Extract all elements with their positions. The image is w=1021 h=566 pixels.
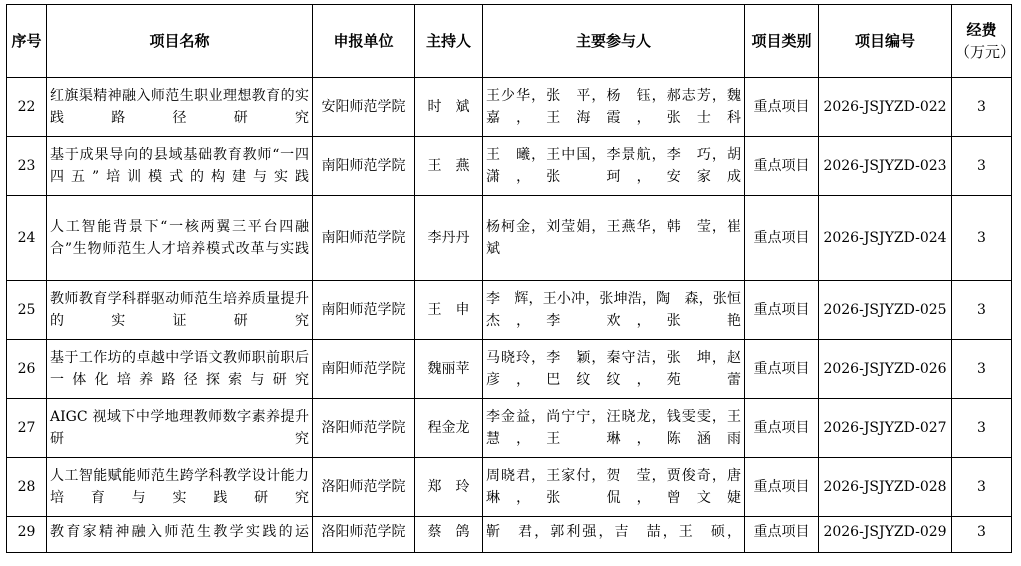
cell-unit: 南阳师范学院	[313, 137, 415, 196]
header-category: 项目类别	[745, 5, 819, 78]
cell-host: 魏丽苹	[415, 340, 483, 399]
cell-category: 重点项目	[745, 137, 819, 196]
cell-participants: 靳 君，郭利强，吉 喆，王 硕，	[483, 517, 745, 553]
table-row	[7, 281, 1012, 340]
cell-unit: 洛阳师范学院	[313, 517, 415, 553]
table-row	[7, 196, 1012, 281]
cell-unit: 洛阳师范学院	[313, 458, 415, 517]
cell-host: 蔡 鸽	[415, 517, 483, 553]
cell-participants: 李 辉，王小冲，张坤浩，陶 森，张恒杰，李 欢，张 艳	[483, 281, 745, 340]
cell-category: 重点项目	[745, 196, 819, 281]
header-code: 项目编号	[819, 5, 952, 78]
cell-unit: 安阳师范学院	[313, 78, 415, 137]
cell-host: 李丹丹	[415, 196, 483, 281]
cell-project-name: 教育家精神融入师范生教学实践的运	[47, 517, 313, 553]
cell-funding: 3	[952, 78, 1012, 137]
header-funding-line2: （万元）	[955, 43, 1016, 61]
cell-category: 重点项目	[745, 458, 819, 517]
cell-host: 郑 玲	[415, 458, 483, 517]
cell-index: 24	[7, 196, 47, 281]
table-row	[7, 458, 1012, 517]
cell-index: 22	[7, 78, 47, 137]
table-row	[7, 340, 1012, 399]
cell-funding: 3	[952, 137, 1012, 196]
cell-participants: 杨柯金，刘莹娟，王燕华，韩 莹，崔 斌	[483, 196, 745, 281]
header-participants: 主要参与人	[483, 5, 745, 78]
cell-category: 重点项目	[745, 340, 819, 399]
header-name: 项目名称	[47, 5, 313, 78]
cell-index: 26	[7, 340, 47, 399]
cell-funding: 3	[952, 517, 1012, 553]
cell-project-name: AIGC 视域下中学地理教师数字素养提升研究	[47, 399, 313, 458]
cell-funding: 3	[952, 281, 1012, 340]
cell-host: 程金龙	[415, 399, 483, 458]
cell-participants: 王 曦，王中国，李景航，李 巧，胡 潇，张 珂，安家成	[483, 137, 745, 196]
cell-project-name: 基于成果导向的县域基础教育教师“一四四五”培训模式的构建与实践	[47, 137, 313, 196]
project-table	[6, 4, 1016, 553]
cell-category: 重点项目	[745, 281, 819, 340]
header-unit: 申报单位	[313, 5, 415, 78]
cell-host: 时 斌	[415, 78, 483, 137]
cell-participants: 周晓君，王家付，贺 莹，贾俊奇，唐 琳，张 侃，曾文婕	[483, 458, 745, 517]
cell-index: 28	[7, 458, 47, 517]
header-row	[7, 5, 1012, 78]
cell-index: 29	[7, 517, 47, 553]
cell-project-name: 人工智能背景下“一核两翼三平台四融合”生物师范生人才培养模式改革与实践	[47, 196, 313, 281]
cell-host: 王 燕	[415, 137, 483, 196]
header-funding	[952, 5, 1016, 78]
table-row	[7, 399, 1012, 458]
header-index: 序号	[7, 5, 47, 78]
cell-code: 2026-JSJYZD-023	[819, 137, 952, 196]
cell-code: 2026-JSJYZD-024	[819, 196, 952, 281]
cell-category: 重点项目	[745, 517, 819, 553]
cell-project-name: 人工智能赋能师范生跨学科教学设计能力培育与实践研究	[47, 458, 313, 517]
cell-code: 2026-JSJYZD-028	[819, 458, 952, 517]
cell-project-name: 红旗渠精神融入师范生职业理想教育的实践路径研究	[47, 78, 313, 137]
project-table-container	[6, 4, 1016, 553]
cell-participants: 李金益，尚宁宁，汪晓龙，钱雯雯，王 慧，王 琳，陈涵雨	[483, 399, 745, 458]
cell-project-name: 基于工作坊的卓越中学语文教师职前职后一体化培养路径探索与研究	[47, 340, 313, 399]
cell-unit: 南阳师范学院	[313, 281, 415, 340]
cell-participants: 王少华，张 平，杨 钰，郝志芳，魏 嘉，王海霞，张士科	[483, 78, 745, 137]
cell-index: 27	[7, 399, 47, 458]
cell-funding: 3	[952, 458, 1012, 517]
cell-unit: 南阳师范学院	[313, 340, 415, 399]
header-funding-line1: 经费	[966, 21, 997, 39]
header-host: 主持人	[415, 5, 483, 78]
cell-funding: 3	[952, 196, 1012, 281]
cell-index: 23	[7, 137, 47, 196]
table-row	[7, 137, 1012, 196]
cell-host: 王 申	[415, 281, 483, 340]
table-body	[7, 78, 1012, 553]
cell-code: 2026-JSJYZD-026	[819, 340, 952, 399]
cell-code: 2026-JSJYZD-027	[819, 399, 952, 458]
cell-code: 2026-JSJYZD-029	[819, 517, 952, 553]
cell-category: 重点项目	[745, 78, 819, 137]
cell-funding: 3	[952, 399, 1012, 458]
cell-unit: 洛阳师范学院	[313, 399, 415, 458]
cell-index: 25	[7, 281, 47, 340]
table-row	[7, 78, 1012, 137]
cell-funding: 3	[952, 340, 1012, 399]
cell-unit: 南阳师范学院	[313, 196, 415, 281]
cell-code: 2026-JSJYZD-022	[819, 78, 952, 137]
cell-code: 2026-JSJYZD-025	[819, 281, 952, 340]
table-row	[7, 517, 1012, 553]
cell-participants: 马晓玲，李 颖，秦守洁，张 坤，赵 彦，巴纹纹，苑 蕾	[483, 340, 745, 399]
cell-category: 重点项目	[745, 399, 819, 458]
cell-project-name: 教师教育学科群驱动师范生培养质量提升的实证研究	[47, 281, 313, 340]
